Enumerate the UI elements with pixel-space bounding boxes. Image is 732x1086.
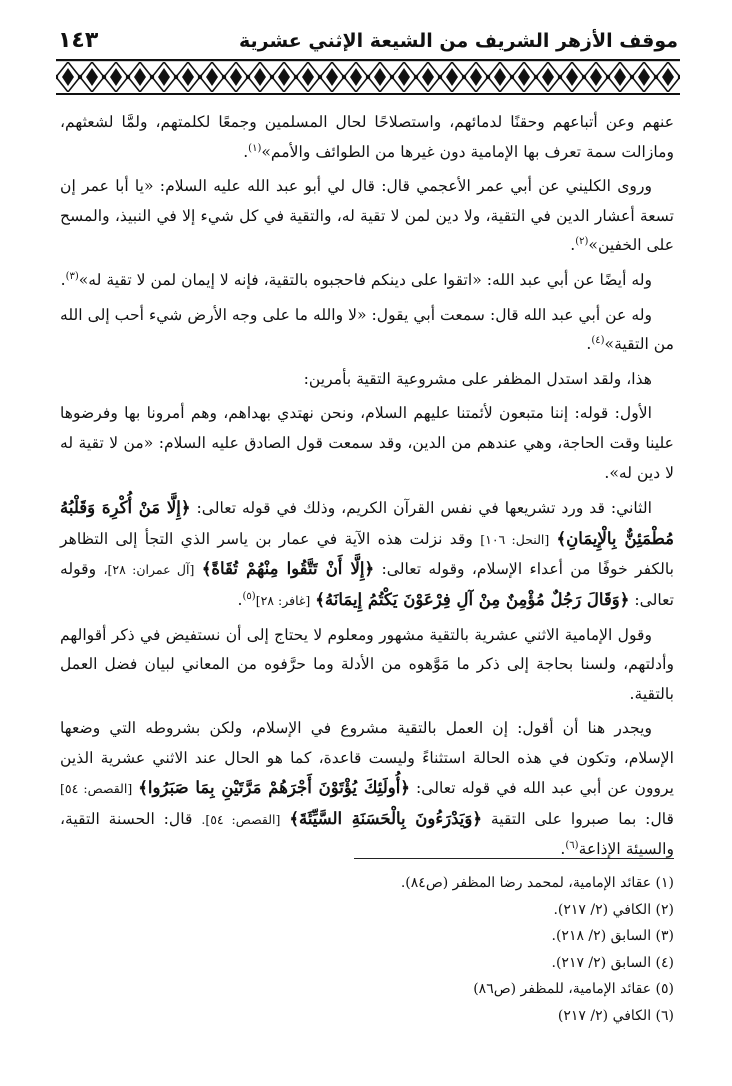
footnote-marker: (٥) — [242, 590, 256, 602]
footnote-item: (٤) السابق (٢/ ٢١٧). — [551, 954, 674, 971]
footnote-separator — [354, 858, 674, 859]
paragraph-text: الثاني: قد ورد تشريعها في نفس القرآن الكريم، وذلك في قوله تعالى: — [196, 499, 652, 518]
paragraph-text: وقد نزلت هذه الآية في عمار بن ياسر الذي التجأ إلى التظاهر بالكفر خوفًا من أعداء الإسلام، وقوله تعالى: — [60, 529, 674, 579]
verse-reference: [غافر: ٢٨] — [255, 592, 311, 608]
footnote-marker: (١) — [248, 142, 262, 154]
paragraph-text: وروى الكليني عن أبي عمر الأعجمي قال: قال لي أبو عبد الله عليه السلام: «يا أبا عمر إن تسعة أعشار الدين في التقية، ولا دين لمن لا تقية له، والتقية في كل شيء إلا في النبيذ، والمسح على الخفين» — [60, 177, 674, 255]
main-text — [60, 108, 674, 869]
paragraph: ويجدر هنا أن أقول: إن العمل بالتقية مشروع في الإسلام، ولكن بشروطه التي وضعها الإسلام، وتكون في هذه الحالة استثناءً وليست قاعدة، كما هو الحال عند الاثني عشرية الذين يروون عن أبي عبد الله في قوله تعالى: ﴿أُولَئِكَ يُؤْتَوْنَ أَجْرَهُمْ مَرَّتَيْنِ بِمَا صَبَرُوا﴾ [القصص: ٥٤] قال: بما صبروا على التقية ﴿وَيَدْرَءُونَ بِالْحَسَنَةِ السَّيِّئَةَ﴾ [القصص: ٥٤]. قال: الحسنة التقية، والسيئة الإذاعة$^{(٦)}$. — [60, 719, 674, 858]
footnote-item: (١) عقائد الإمامية، لمحمد رضا المظفر (ص٨٤). — [400, 875, 674, 891]
paragraph-text: وله عن أبي عبد الله قال: سمعت أبي يقول: «لا والله ما على وجه الأرض شيء أحب إلى الله من التقية» — [60, 305, 674, 354]
quran-verse: ﴿إِلَّا أَنْ تَتَّقُوا مِنْهُمْ تُقَاةً﴾ — [201, 559, 375, 579]
paragraph — [60, 365, 674, 395]
page-header — [58, 30, 678, 60]
footnote-item: (٣) السابق (٢/ ٢١٨). — [551, 928, 674, 944]
paragraph-text: وقوله تعالى: — [60, 560, 674, 609]
paragraph — [60, 399, 674, 488]
paragraph-text: الأول: قوله: إننا متبعون لأئمتنا عليهم السلام، ونحن نهتدي بهداهم، وهم أمرونا بها وفرضوها علينا وقت الحاجة، وهي عندهم من الدين، وقد سمعت قول الصادق عليه السلام: «من لا تقية له لا دين له». — [60, 404, 674, 482]
verse-reference: [القصص: ٥٤]. — [201, 812, 281, 828]
footnote-marker: (٤) — [591, 334, 605, 346]
verse-reference: [القصص: ٥٤] — [60, 781, 133, 797]
paragraph: وروى الكليني عن أبي عمر الأعجمي قال: قال لي أبو عبد الله عليه السلام: «يا أبا عمر إن تسعة أعشار الدين في التقية، ولا دين لمن لا تقية له، والتقية في كل شيء إلا في النبيذ، والمسح على الخفين»$^{(٢)}$. — [60, 177, 674, 255]
footnote-marker: (٣) — [65, 270, 79, 282]
footnote-item: (٦) الكافي (٢/ ٢١٧) — [557, 1007, 674, 1024]
quran-verse: ﴿وَقَالَ رَجُلٌ مُؤْمِنٌ مِنْ آلِ فِرْعَوْنَ يَكْتُمُ إِيمَانَهُ﴾ — [315, 589, 630, 609]
running-title: موقف الأزهر الشريف من الشيعة الإثني عشرية — [239, 30, 678, 52]
footnote-marker: (٦) — [565, 839, 579, 851]
paragraph: وله عن أبي عبد الله قال: سمعت أبي يقول: «لا والله ما على وجه الأرض شيء أحب إلى الله من التقية»$^{(٤)}$. — [60, 305, 674, 354]
paragraph: عنهم وعن أتباعهم وحقنًا لدمائهم، واستصلاحًا لحال المسلمين وجمعًا لكلمتهم، ولمَّا لشعثهم، ومازالت سمة تعرف بها الإمامية دون غيرها من الطوائف والأمم»$^{(١)}$. — [60, 113, 674, 161]
verse-reference: [النحل: ١٠٦] — [480, 531, 550, 547]
paragraph-text: هذا، ولقد استدل المظفر على مشروعية التقية بأمرين: — [303, 369, 652, 388]
paragraph-text: عنهم وعن أتباعهم وحقنًا لدمائهم، واستصلاحًا لحال المسلمين وجمعًا لكلمتهم، ولمَّا لشعثهم، ومازالت سمة تعرف بها الإمامية دون غيرها من الطوائف والأمم» — [60, 113, 674, 161]
paragraph: الثاني: قد ورد تشريعها في نفس القرآن الكريم، وذلك في قوله تعالى: ﴿إِلَّا مَنْ أُكْرِهَ وَقَلْبُهُ مُطْمَئِنٌّ بِالْإِيمَانِ﴾ [النحل: ١٠٦] وقد نزلت هذه الآية في عمار بن ياسر الذي التجأ إلى التظاهر بالكفر خوفًا من أعداء الإسلام، وقوله تعالى: ﴿إِلَّا أَنْ تَتَّقُوا مِنْهُمْ تُقَاةً﴾ [آل عمران: ٢٨]، وقوله تعالى: ﴿وَقَالَ رَجُلٌ مُؤْمِنٌ مِنْ آلِ فِرْعَوْنَ يَكْتُمُ إِيمَانَهُ﴾ [غافر: ٢٨]$^{(٥)}$. — [60, 498, 674, 609]
paragraph-text: قال: الحسنة التقية، والسيئة الإذاعة — [60, 810, 674, 858]
quran-verse: ﴿أُولَئِكَ يُؤْتَوْنَ أَجْرَهُمْ مَرَّتَيْنِ بِمَا صَبَرُوا﴾ — [138, 778, 410, 798]
paragraph-text: وقول الإمامية الاثني عشرية بالتقية مشهور ومعلوم لا يحتاج إلى أن نستفيض في ذكر أقوالهم وأدلتهم، ولسنا بحاجة إلى ذكر ما مَوَّهوه من الأدلة وما حرَّفوه من المعاني لبيان فضل العمل بالتقية. — [60, 625, 674, 703]
paragraph — [60, 621, 674, 710]
footnote-item: (٢) الكافي (٢/ ٢١٧). — [553, 901, 674, 918]
verse-reference: [آل عمران: ٢٨]، — [103, 562, 195, 578]
paragraph-text: وله أيضًا عن أبي عبد الله: «اتقوا على دينكم فاحجبوه بالتقية، فإنه لا إيمان لمن لا تقية له» — [78, 270, 652, 289]
paragraph-text: ويجدر هنا أن أقول: إن العمل بالتقية مشروع في الإسلام، ولكن بشروطه التي وضعها الإسلام، وتكون في هذه الحالة استثناءً وليست قاعدة، كما هو الحال عند الاثني عشرية الذين يروون عن أبي عبد الله في قوله تعالى: — [60, 719, 674, 798]
quran-verse: ﴿إِلَّا مَنْ أُكْرِهَ وَقَلْبُهُ مُطْمَئِنٌّ بِالْإِيمَانِ﴾ — [60, 498, 674, 548]
quran-verse: ﴿وَيَدْرَءُونَ بِالْحَسَنَةِ السَّيِّئَةَ﴾ — [289, 809, 483, 829]
paragraph-text: قال: بما صبروا على التقية — [490, 810, 674, 829]
footnote-item: (٥) عقائد الإمامية، للمظفر (ص٨٦) — [473, 981, 674, 997]
paragraph: وله أيضًا عن أبي عبد الله: «اتقوا على دينكم فاحجبوه بالتقية، فإنه لا إيمان لمن لا تقية له»$^{(٣)}$. — [60, 270, 652, 289]
footnotes-list — [60, 870, 674, 1029]
page-number: ١٤٣ — [58, 28, 99, 53]
header-ornament-border — [56, 58, 680, 96]
footnote-marker: (٢) — [575, 236, 589, 248]
